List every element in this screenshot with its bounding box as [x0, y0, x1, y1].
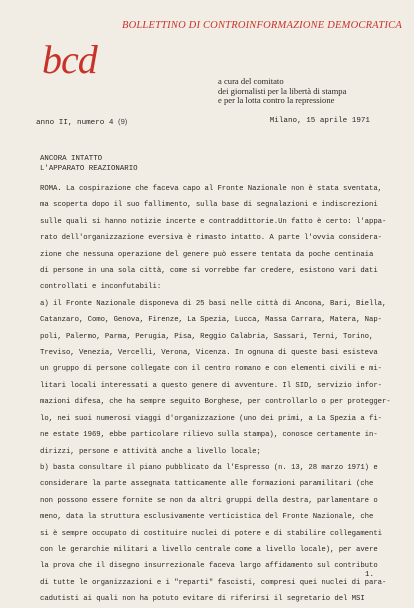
- body-line: poli, Palermo, Parma, Perugia, Pisa, Reggio Calabria, Sassari, Terni, Torino,: [40, 332, 374, 341]
- body-line: sulle quali si hanno notizie incerte e contraddittorie.Un fatto è certo: l'appa-: [40, 217, 387, 226]
- article-headline: L'APPARATO REAZIONARIO: [40, 165, 138, 173]
- body-line: di tutte le organizzazioni e i "reparti" fascisti, compresi quei nuclei di para-: [40, 578, 387, 587]
- body-line: a) il Fronte Nazionale disponeva di 25 basi nelle città di Ancona, Bari, Biella,: [40, 299, 387, 308]
- issue-label: anno II, numero 4: [36, 119, 114, 127]
- body-line: ma scoperta dopo il suo fallimento, sulla base di segnalazioni e indiscrezioni: [40, 201, 378, 210]
- body-line: meno, data la struttura esclusivamente verticistica del Fronte Nazionale, che: [40, 513, 374, 522]
- body-line: dirizzi, persone e attività anche a livello locale;: [40, 447, 261, 456]
- masthead-subtitle: [218, 77, 346, 106]
- subtitle-line: a cura del comitato: [218, 76, 284, 86]
- body-line: b) basta consultare il piano pubblicato da l'Espresso (n. 13, 28 marzo 1971) e: [40, 463, 378, 472]
- page-number: 1.: [364, 571, 374, 579]
- article-body: [40, 181, 390, 608]
- bulletin-title: BOLLETTINO DI CONTROINFORMAZIONE DEMOCRATICA: [122, 20, 402, 31]
- issue-number: [36, 117, 127, 127]
- body-line: di persone in una sola città, come si vorrebbe far credere, esistono vari dati: [40, 267, 378, 276]
- body-line: cadutisti ai quali non ha potuto evitare di riferirsi il segretario del MSI: [40, 595, 365, 604]
- subtitle-line: dei giornalisti per la libertà di stampa: [218, 85, 347, 96]
- body-line: Treviso, Venezia, Vercelli, Verona, Vicenza. In ognuna di queste basi esisteva: [40, 349, 378, 358]
- body-line: lo, nei suoi numerosi viaggi d'organizzazione (uno dei primi, a La Spezia a fi-: [40, 414, 382, 423]
- body-line: con le gerarchie militari a livello centrale come a livello locale), per avere: [40, 545, 378, 554]
- issue-handwritten-number: (9): [118, 117, 128, 126]
- body-line: rato dell'organizzazione eversiva è rimasto intatto. A parte l'ovvia considera-: [40, 234, 382, 243]
- body-line: un gruppo di persone collegate con il centro romano e con elementi civili e mi-: [40, 365, 382, 374]
- body-line: litari locali interessati a questo genere di avventure. Il SID, servizio infor-: [40, 381, 382, 390]
- body-line: si è sempre occupato di costituire nuclei di potere e di stabilire collegamenti: [40, 529, 382, 538]
- article-kicker: ANCORA INTATTO: [40, 155, 103, 163]
- bcd-logo: bcd: [42, 37, 97, 82]
- issue-date: Milano, 15 aprile 1971: [269, 117, 370, 125]
- subtitle-line: e per la lotta contro la repressione: [218, 95, 335, 106]
- body-line: ne estate 1969, ebbe particolare rilievo sulla stampa), conosce certamente in-: [40, 431, 378, 440]
- body-line: zione che nessuna operazione del genere può essere tentata da poche centinaia: [40, 250, 374, 259]
- body-line: controllati e inconfutabili:: [40, 283, 162, 292]
- body-line: non possono essere fornite se non da altri gruppi della destra, parlamentare o: [40, 496, 378, 505]
- body-line: Catanzaro, Como, Genova, Firenze, La Spezia, Lucca, Massa Carrara, Matera, Nap-: [40, 316, 382, 325]
- body-line: la prova che il disegno insurrezionale faceva largo affidamento sul contributo: [40, 562, 378, 571]
- body-line: mazioni difesa, che ha sempre seguito Borghese, per controllarlo o per protegger-: [40, 398, 391, 407]
- body-line: considerare la parte assegnata tatticamente alle formazioni paramilitari (che: [40, 480, 374, 489]
- body-line: ROMA. La cospirazione che faceva capo al Fronte Nazionale non è stata sventata,: [40, 185, 382, 193]
